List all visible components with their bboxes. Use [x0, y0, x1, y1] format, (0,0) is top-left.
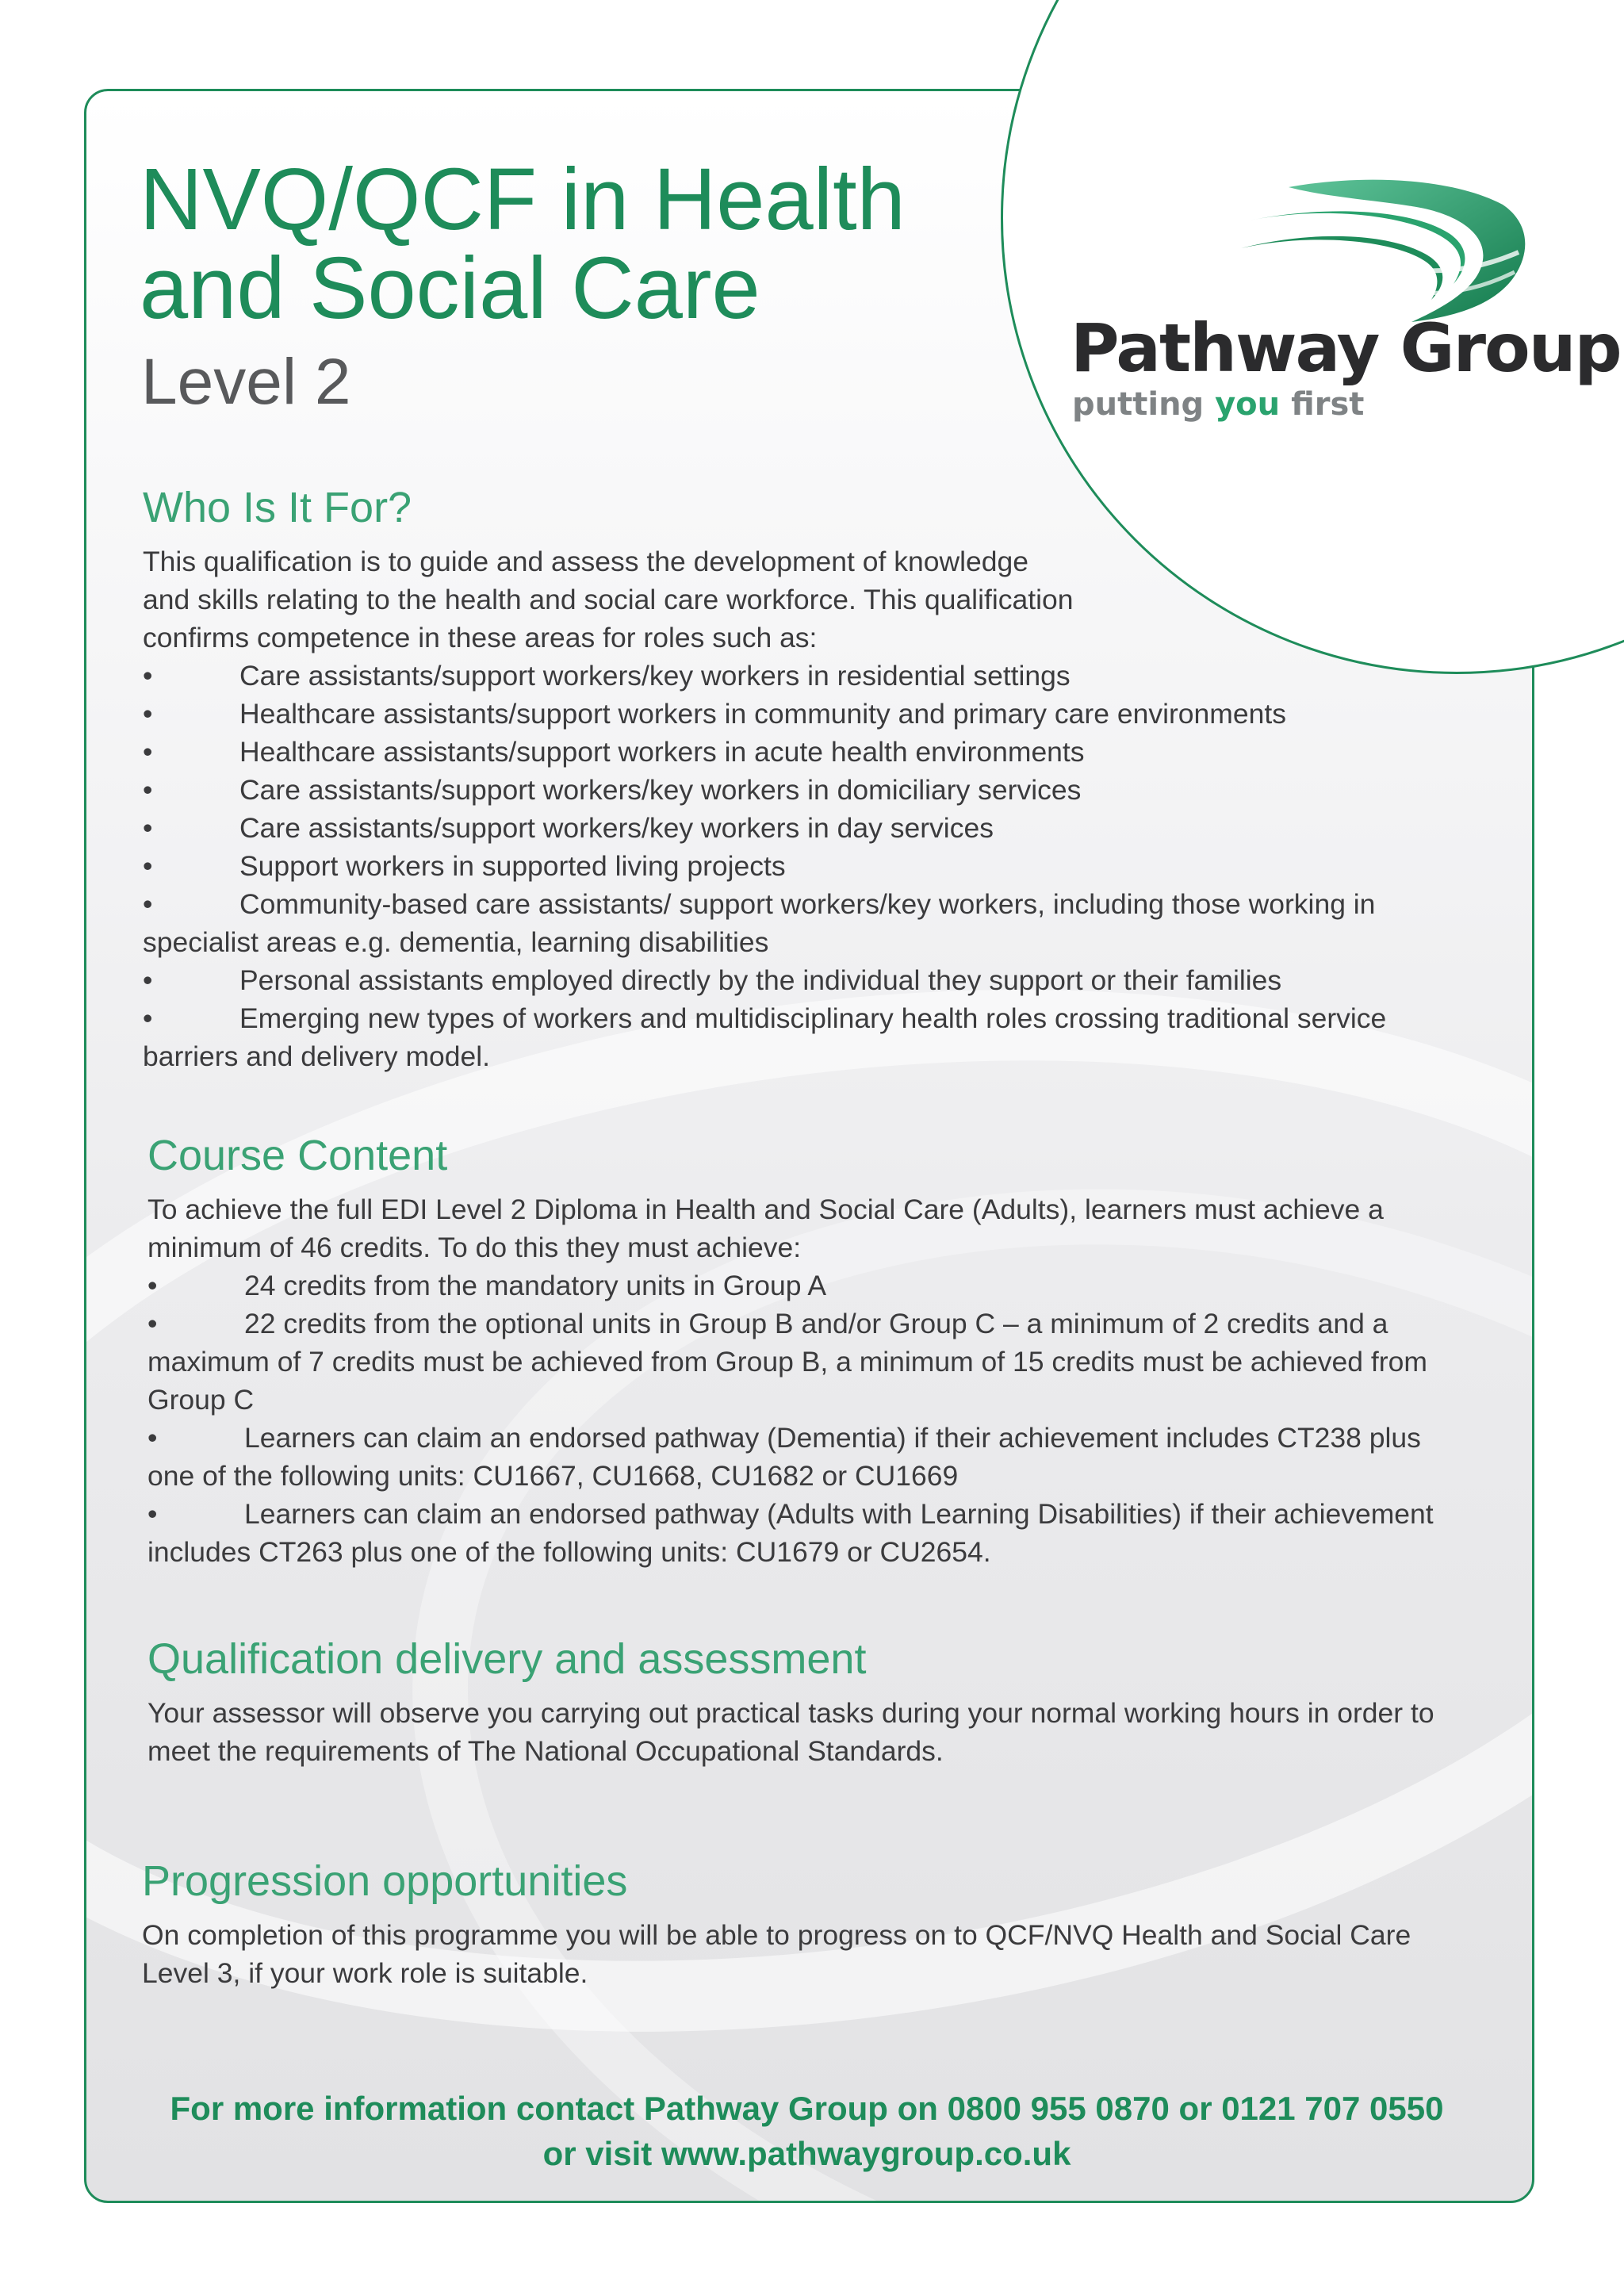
- logo-wordmark: Pathway Group: [1071, 309, 1621, 387]
- contact-footer: [84, 2086, 1530, 2176]
- section-delivery-assessment: [147, 1634, 1434, 1770]
- text-line: On completion of this programme you will be able to progress on to QCF/NVQ Health and Social Care: [142, 1919, 1411, 1951]
- list-item: • Healthcare assistants/support workers in community and primary care environments: [143, 698, 1286, 730]
- text-line: Level 3, if your work role is suitable.: [142, 1957, 588, 1989]
- title-line: NVQ/QCF in Health: [140, 151, 906, 248]
- list-item: • Care assistants/support workers/key workers in residential settings: [143, 660, 1071, 692]
- text-line: This qualification is to guide and assess the development of knowledge: [143, 546, 1028, 577]
- text-line: To achieve the full EDI Level 2 Diploma in Health and Social Care (Adults), learners must achieve a: [147, 1194, 1384, 1225]
- list-item: • Emerging new types of workers and multidisciplinary health roles crossing traditional service barriers and delivery model.: [143, 1002, 1387, 1072]
- section-course-content: [147, 1130, 1434, 1571]
- section-body: [147, 1694, 1434, 1770]
- section-heading: Course Content: [147, 1132, 448, 1179]
- section-intro: [147, 1190, 1434, 1266]
- text-line: meet the requirements of The National Occupational Standards.: [147, 1735, 944, 1767]
- list-item: • Personal assistants employed directly by the individual they support or their families: [143, 964, 1282, 996]
- contact-line: or visit www.pathwaygroup.co.uk: [542, 2135, 1071, 2172]
- list-item: • Support workers in supported living projects: [143, 850, 786, 882]
- text-line: confirms competence in these areas for roles such as:: [143, 622, 818, 653]
- list-item: • Learners can claim an endorsed pathway (Adults with Learning Disabilities) if their achievement includes CT263 plus one of the following units: CU1679 or CU2654.: [147, 1498, 1434, 1568]
- swoosh-icon: [1241, 173, 1534, 324]
- title-line: and Social Care: [140, 239, 760, 337]
- logo-tagline: putting you first: [1072, 386, 1365, 423]
- list-item: • 22 credits from the optional units in Group B and/or Group C – a minimum of 2 credits and a maximum of 7 credits must be achieved from Group B, a minimum of 15 credits must be achieved from Group C: [147, 1308, 1427, 1416]
- section-body: [142, 1916, 1411, 1992]
- text-line: minimum of 46 credits. To do this they must achieve:: [147, 1232, 802, 1263]
- section-intro: [143, 542, 1386, 657]
- section-progression: [142, 1856, 1411, 1992]
- list-item: • 24 credits from the mandatory units in Group A: [147, 1270, 827, 1301]
- section-heading: Progression opportunities: [142, 1857, 628, 1905]
- page-subtitle: Level 2: [141, 346, 351, 418]
- list-item: • Care assistants/support workers/key workers in domiciliary services: [143, 774, 1082, 806]
- section-heading: Qualification delivery and assessment: [147, 1635, 867, 1683]
- list-item: • Community-based care assistants/ support workers/key workers, including those working in specialist areas e.g. dementia, learning disabilities: [143, 888, 1376, 958]
- list-item: • Care assistants/support workers/key workers in day services: [143, 812, 994, 844]
- text-line: and skills relating to the health and social care workforce. This qualification: [143, 584, 1074, 615]
- section-heading: Who Is It For?: [143, 484, 412, 531]
- bullet-list: [147, 1266, 1434, 1571]
- text-line: Your assessor will observe you carrying out practical tasks during your normal working hours in order to: [147, 1697, 1434, 1729]
- contact-line: For more information contact Pathway Group on 0800 955 0870 or 0121 707 0550: [170, 2090, 1444, 2127]
- list-item: • Learners can claim an endorsed pathway (Dementia) if their achievement includes CT238 plus one of the following units: CU1667, CU1668, CU1682 or CU1669: [147, 1422, 1421, 1492]
- section-who-is-it-for: [143, 482, 1386, 1075]
- page-title: [140, 151, 906, 337]
- bullet-list: [143, 657, 1386, 1075]
- list-item: • Healthcare assistants/support workers in acute health environments: [143, 736, 1085, 768]
